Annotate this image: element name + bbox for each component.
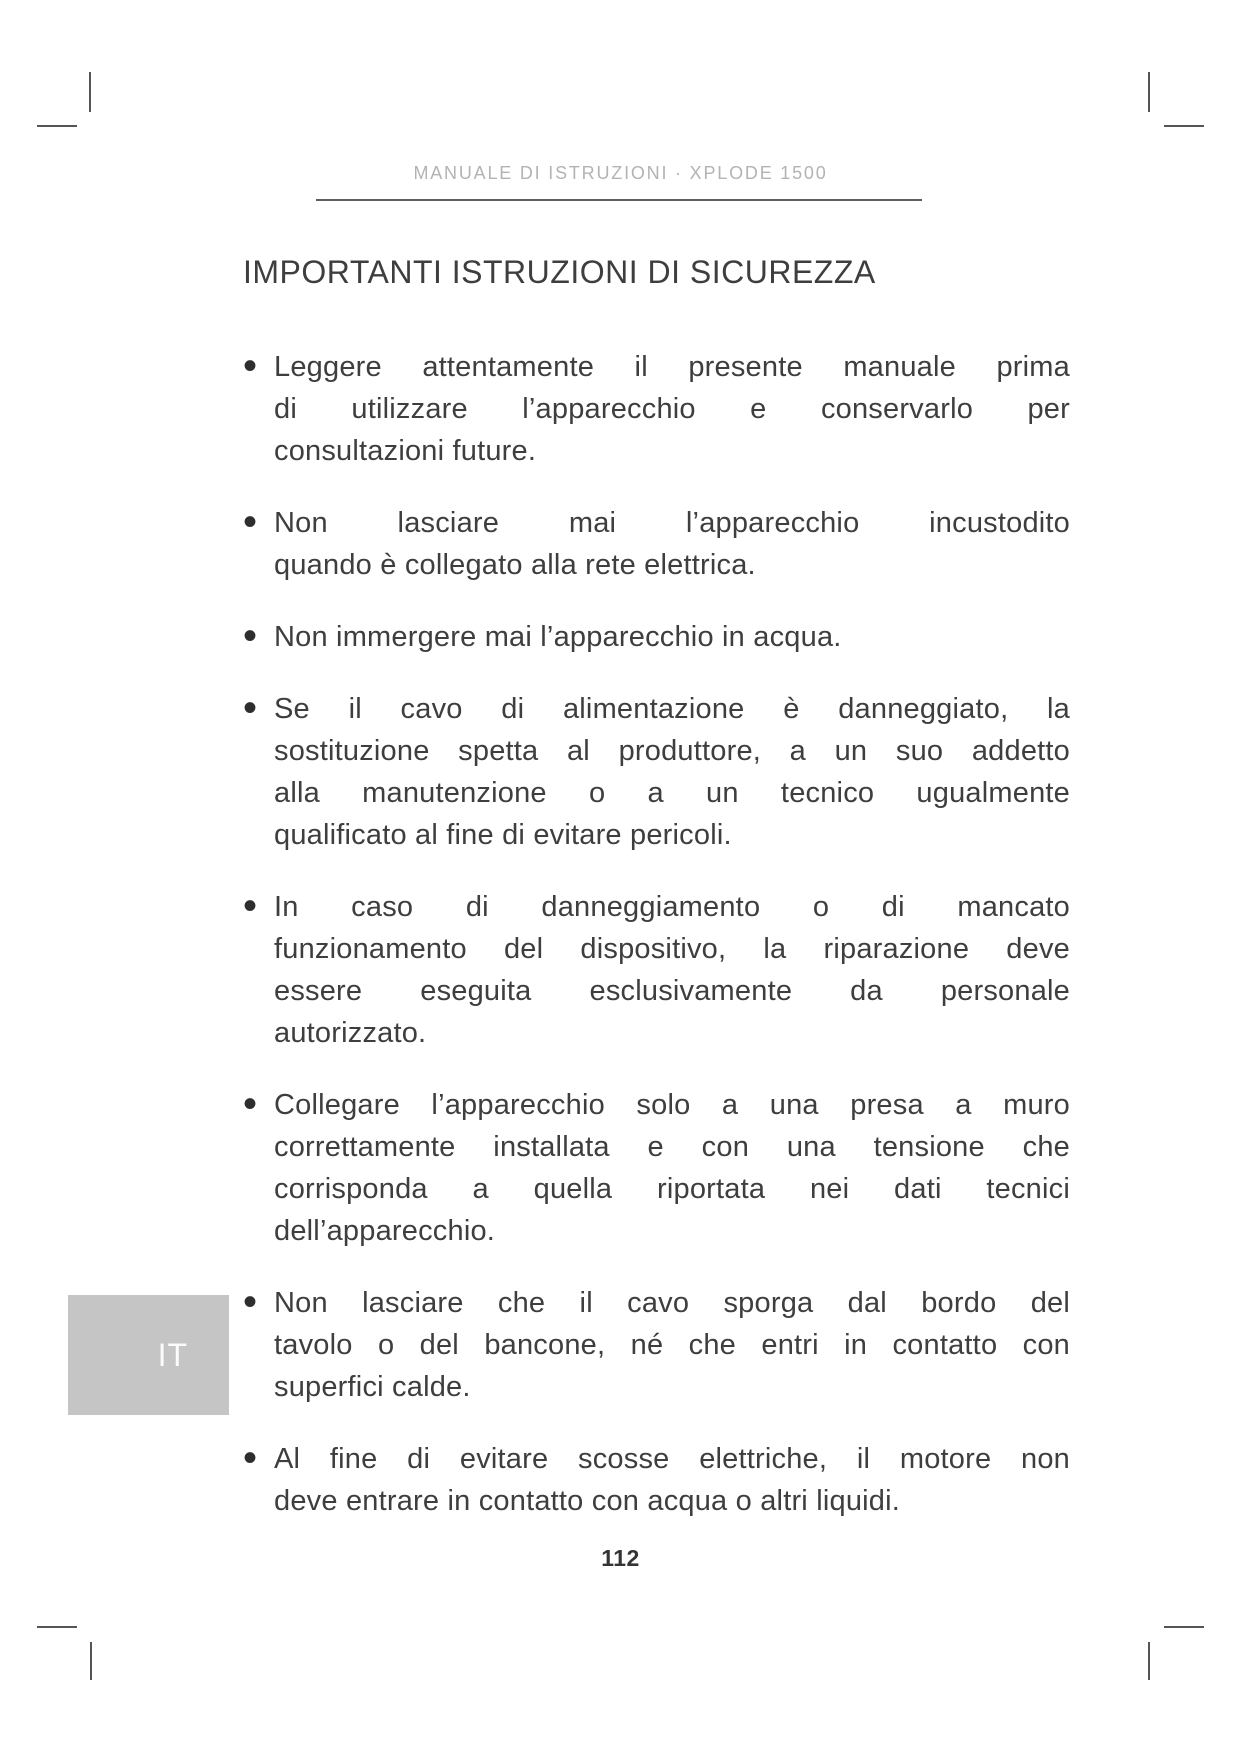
page-number: 112 <box>601 1545 640 1571</box>
instruction-line: alla manutenzione o a un tecnico ugualmente <box>274 777 1070 809</box>
instruction-line: funzionamento del dispositivo, la riparazione deve <box>274 933 1070 965</box>
bullet-icon: • <box>243 500 258 544</box>
instruction-line: correttamente installata e con una tensione che <box>274 1131 1070 1163</box>
instruction-line: Non immergere mai l’apparecchio in acqua. <box>274 621 842 653</box>
instruction-line: consultazioni future. <box>274 435 537 467</box>
crop-mark-top-left-vertical <box>89 72 91 112</box>
bullet-icon: • <box>243 884 258 928</box>
crop-mark-top-right-vertical <box>1148 72 1150 112</box>
language-tab-label: IT <box>157 1336 188 1373</box>
instruction-line: superfici calde. <box>274 1371 471 1403</box>
crop-mark-bottom-right-vertical <box>1148 1642 1150 1680</box>
instruction-line: autorizzato. <box>274 1017 427 1049</box>
instruction-line: Al fine di evitare scosse elettriche, il motore non <box>274 1443 1070 1475</box>
bullet-icon: • <box>243 1280 258 1324</box>
instruction-line: essere eseguita esclusivamente da personale <box>274 975 1070 1007</box>
instruction-line: sostituzione spetta al produttore, a un suo addetto <box>274 735 1070 767</box>
content-column <box>243 251 1070 1522</box>
bullet-icon: • <box>243 344 258 388</box>
crop-mark-bottom-right-horizontal <box>1164 1626 1204 1628</box>
bullet-icon: • <box>243 686 258 730</box>
crop-mark-top-right-horizontal <box>1164 125 1204 127</box>
safety-instruction-item <box>243 346 1070 472</box>
instruction-line: deve entrare in contatto con acqua o altri liquidi. <box>274 1485 901 1517</box>
instruction-line: Collegare l’apparecchio solo a una presa a muro <box>274 1089 1070 1121</box>
instruction-line: dell’apparecchio. <box>274 1215 496 1247</box>
section-title: IMPORTANTI ISTRUZIONI DI SICUREZZA <box>243 254 876 290</box>
crop-mark-top-left-horizontal <box>37 125 77 127</box>
instruction-line: In caso di danneggiamento o di mancato <box>274 891 1070 923</box>
instruction-line: qualificato al fine di evitare pericoli. <box>274 819 732 851</box>
safety-instructions-list <box>243 346 1070 1522</box>
instruction-line: Non lasciare che il cavo sporga dal bordo del <box>274 1287 1070 1319</box>
crop-mark-bottom-left-vertical <box>90 1642 92 1680</box>
instruction-line: Leggere attentamente il presente manuale prima <box>274 351 1070 383</box>
safety-instruction-item <box>243 688 1070 856</box>
safety-instruction-item <box>243 886 1070 1054</box>
instruction-line: Se il cavo di alimentazione è danneggiato, la <box>274 693 1070 725</box>
instruction-line: corrisponda a quella riportata nei dati tecnici <box>274 1173 1070 1205</box>
safety-instruction-item <box>243 616 1070 658</box>
safety-instruction-item <box>243 1438 1070 1522</box>
instruction-line: Non lasciare mai l’apparecchio incustodito <box>274 507 1070 539</box>
bullet-icon: • <box>243 1082 258 1126</box>
bullet-icon: • <box>243 1436 258 1480</box>
safety-instruction-item <box>243 1084 1070 1252</box>
crop-mark-bottom-left-horizontal <box>37 1626 77 1628</box>
running-header: MANUALE DI ISTRUZIONI · XPLODE 1500 <box>413 163 828 183</box>
safety-instruction-item <box>243 1282 1070 1408</box>
bullet-icon: • <box>243 614 258 658</box>
instruction-line: quando è collegato alla rete elettrica. <box>274 549 756 581</box>
instruction-line: di utilizzare l’apparecchio e conservarlo per <box>274 393 1070 425</box>
instruction-line: tavolo o del bancone, né che entri in contatto con <box>274 1329 1070 1361</box>
language-tab <box>68 1295 229 1415</box>
header-rule <box>316 199 922 201</box>
safety-instruction-item <box>243 502 1070 586</box>
